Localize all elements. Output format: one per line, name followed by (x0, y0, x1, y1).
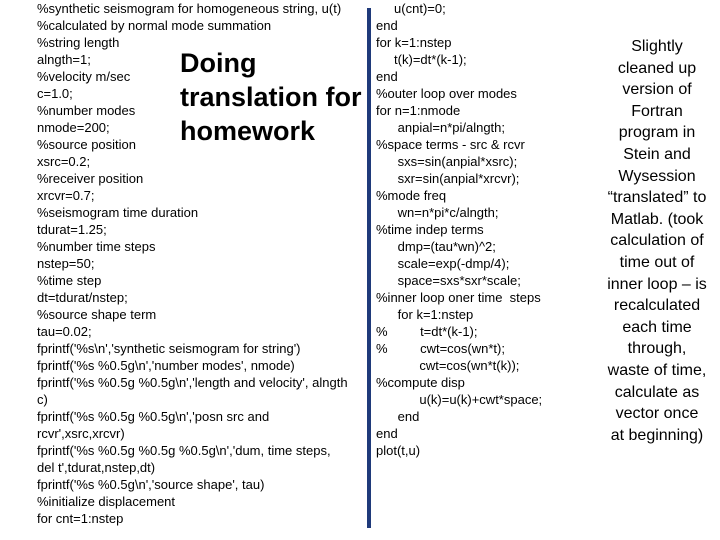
code-line: fprintf('%s %0.5g %0.5g\n','length and velocity', alngth (37, 375, 348, 390)
code-line: fprintf('%s %0.5g\n','number modes', nmode) (37, 358, 295, 373)
code-line: xsrc=0.2; (37, 154, 91, 169)
side-note-line: inner loop – is (607, 275, 707, 293)
code-line: space=sxs*sxr*scale; (376, 273, 521, 288)
code-line: nmode=200; (37, 120, 110, 135)
side-note-line: vector once (615, 405, 699, 423)
overlay-line: translation for (180, 82, 362, 112)
code-line: fprintf('%s\n','synthetic seismogram for string') (37, 341, 301, 356)
side-note-line: at beginning) (610, 426, 704, 444)
side-note-line: Matlab. (took (610, 210, 704, 228)
code-line: %string length (37, 35, 120, 50)
side-note-line: program in (618, 124, 696, 142)
overlay-caption (180, 46, 362, 148)
side-note-line: time out of (619, 253, 695, 271)
code-line: %time indep terms (376, 222, 484, 237)
side-note (596, 36, 718, 446)
side-note-line: Fortran (631, 102, 683, 120)
side-note-line: waste of time, (607, 361, 707, 379)
code-line: c=1.0; (37, 86, 73, 101)
code-line: scale=exp(-dmp/4); (376, 256, 510, 271)
code-line: sxr=sin(anpial*xrcvr); (376, 171, 520, 186)
side-note-line: each time (622, 318, 692, 336)
code-line: tau=0.02; (37, 324, 92, 339)
overlay-line: homework (180, 116, 316, 146)
code-line: wn=n*pi*c/alngth; (376, 205, 499, 220)
code-line: plot(t,u) (376, 443, 421, 458)
code-line: %compute disp (376, 375, 465, 390)
code-line: rcvr',xsrc,xrcvr) (37, 426, 125, 441)
side-note-line: Slightly (631, 38, 683, 55)
code-line: %number time steps (37, 239, 156, 254)
code-line: % t=dt*(k-1); (376, 324, 478, 339)
code-line: % cwt=cos(wn*t); (376, 341, 505, 356)
code-line: %outer loop over modes (376, 86, 517, 101)
code-line: %time step (37, 273, 102, 288)
code-line: %inner loop oner time steps (376, 290, 541, 305)
code-line: nstep=50; (37, 256, 95, 271)
side-note-line: calculate as (614, 383, 700, 401)
code-line: c) (37, 392, 48, 407)
side-note-line: calculation of (610, 232, 704, 250)
side-note-line: through, (627, 340, 687, 358)
code-line: cwt=cos(wn*t(k)); (376, 358, 520, 373)
code-line: %space terms - src & rcvr (376, 137, 525, 152)
code-line: for n=1:nmode (376, 103, 461, 118)
code-line: %initialize displacement (37, 494, 176, 509)
column-divider (367, 8, 371, 528)
code-line: for k=1:nstep (376, 307, 474, 322)
code-line: del t',tdurat,nstep,dt) (37, 460, 156, 475)
code-line: alngth=1; (37, 52, 91, 67)
code-line: %velocity m/sec (37, 69, 131, 84)
code-line: end (376, 69, 398, 84)
code-line: u(k)=u(k)+cwt*space; (376, 392, 543, 407)
code-line: end (376, 18, 398, 33)
code-line: %source position (37, 137, 136, 152)
code-line: dt=tdurat/nstep; (37, 290, 128, 305)
code-line: u(cnt)=0; (376, 1, 446, 16)
code-line: %mode freq (376, 188, 447, 203)
code-line: fprintf('%s %0.5g %0.5g\n','posn src and (37, 409, 270, 424)
code-line: end (376, 426, 398, 441)
overlay-line: Doing (180, 48, 257, 78)
side-note-line: Wysession (618, 167, 696, 185)
code-line: %calculated by normal mode summation (37, 18, 272, 33)
code-line: for k=1:nstep (376, 35, 452, 50)
code-line: end (376, 409, 420, 424)
right-code-column (376, 0, 542, 459)
code-line: tdurat=1.25; (37, 222, 107, 237)
code-line: %receiver position (37, 171, 144, 186)
code-line: anpial=n*pi/alngth; (376, 120, 506, 135)
code-line: t(k)=dt*(k-1); (376, 52, 467, 67)
code-line: xrcvr=0.7; (37, 188, 95, 203)
side-note-line: version of (622, 81, 692, 99)
code-line: %source shape term (37, 307, 157, 322)
code-line: %number modes (37, 103, 136, 118)
side-note-line: recalculated (613, 297, 701, 315)
code-line: sxs=sin(anpial*xsrc); (376, 154, 518, 169)
side-note-line: cleaned up (617, 59, 697, 77)
code-line: dmp=(tau*wn)^2; (376, 239, 496, 254)
side-note-line: “translated” to (607, 189, 707, 207)
code-line: %seismogram time duration (37, 205, 199, 220)
code-line: fprintf('%s %0.5g %0.5g %0.5g\n','dum, time steps, (37, 443, 331, 458)
code-line: %synthetic seismogram for homogeneous string, u(t) (37, 1, 342, 16)
code-line: fprintf('%s %0.5g\n','source shape', tau) (37, 477, 265, 492)
code-line: for cnt=1:nstep (37, 511, 124, 526)
side-note-line: Stein and (623, 145, 691, 163)
